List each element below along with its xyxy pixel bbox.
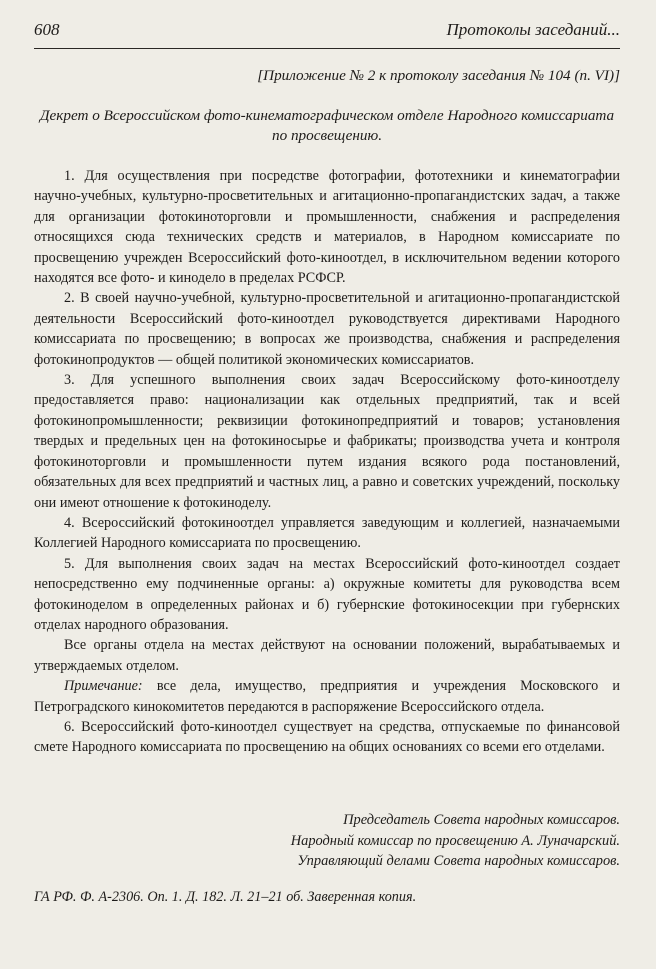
signature-block	[34, 810, 620, 872]
paragraph: 4. Всероссийский фотокиноотдел управляется заведующим и коллегией, назначаемыми Коллегией Народного комиссариата по просвещению.	[34, 514, 620, 552]
decree-body	[34, 166, 620, 758]
page-number: 608	[34, 20, 60, 39]
page-header	[34, 20, 620, 46]
paragraph: 5. Для выполнения своих задач на местах Всероссийский фото-киноотдел создает непосредственно ему подчиненные органы: а) окружные комитеты для руководства всем фотокиноделом в определенных районах и б) губернские фотокиносекции при губернских отделах народного образования.	[34, 555, 620, 633]
appendix-reference: [Приложение № 2 к протоколу заседания № 104 (п. VI)]	[257, 67, 620, 84]
running-title: Протоколы заседаний...	[446, 20, 620, 39]
archive-source: ГА РФ. Ф. А-2306. Оп. 1. Д. 182. Л. 21–21 об. Заверенная копия.	[34, 889, 417, 905]
note-paragraph	[34, 676, 620, 717]
paragraph: 2. В своей научно-учебной, культурно-просветительной и агитационно-пропагандистской деятельности Всероссийский фото-киноотдел руководствуется директивами Народного комиссариата по просвещению; в вопросах же производства, снабжения и распределения фотокинопродуктов — общей политикой экономических комиссариатов.	[34, 290, 620, 368]
header-rule	[34, 48, 620, 49]
note-label: Примечание:	[64, 678, 143, 695]
signature-line: Управляющий делами Совета народных комиссаров.	[297, 853, 620, 869]
decree-title: Декрет о Всероссийском фото-кинематографическом отделе Народного комиссариата по просвещению.	[39, 107, 615, 144]
paragraph: Все органы отдела на местах действуют на основании положений, вырабатываемых и утверждаемых отделом.	[34, 637, 620, 674]
paragraph: 6. Всероссийский фото-киноотдел существует на средства, отпускаемые по финансовой смете Народного комиссариата по просвещению на общих основаниях со всеми его отделами.	[34, 718, 620, 756]
signature-line: Народный комиссар по просвещению А. Луначарский.	[290, 832, 620, 849]
note-text: все дела, имущество, предприятия и учреждения Московского и Петроградского кинокомитетов передаются в распоряжение Всероссийского отдела.	[34, 678, 620, 715]
signature-line: Председатель Совета народных комиссаров.	[343, 812, 620, 828]
paragraph: 3. Для успешного выполнения своих задач Всероссийскому фото-киноотделу предоставляется право: национализации как отдельных предприятий, так и всей фотокинопромышленности; реквизиции фотокинопредприятий и товаров; установления твердых и предельных цен на фотокиносырье и фабрикаты; производства учета и контроля фотокиноторговли и промышленности путем издания всякого рода постановлений, обязательных для всех предприятий и частных лиц, а равно и советских учреждений, поскольку они имеют отношение к фотокиноделу.	[34, 372, 620, 511]
paragraph: 1. Для осуществления при посредстве фотографии, фототехники и кинематографии научно-учебных, культурно-просветительных и агитационно-пропагандистских задач, а также для организации фотокиноторговли и промышленности, снабжения и распределения относящихся сюда технических средств и материалов, в Народном комиссариате по просвещению учрежден Всероссийский фото-киноотдел, в исключительном ведении которого находятся все фото- и кинодело в пределах РСФСР.	[34, 168, 620, 287]
